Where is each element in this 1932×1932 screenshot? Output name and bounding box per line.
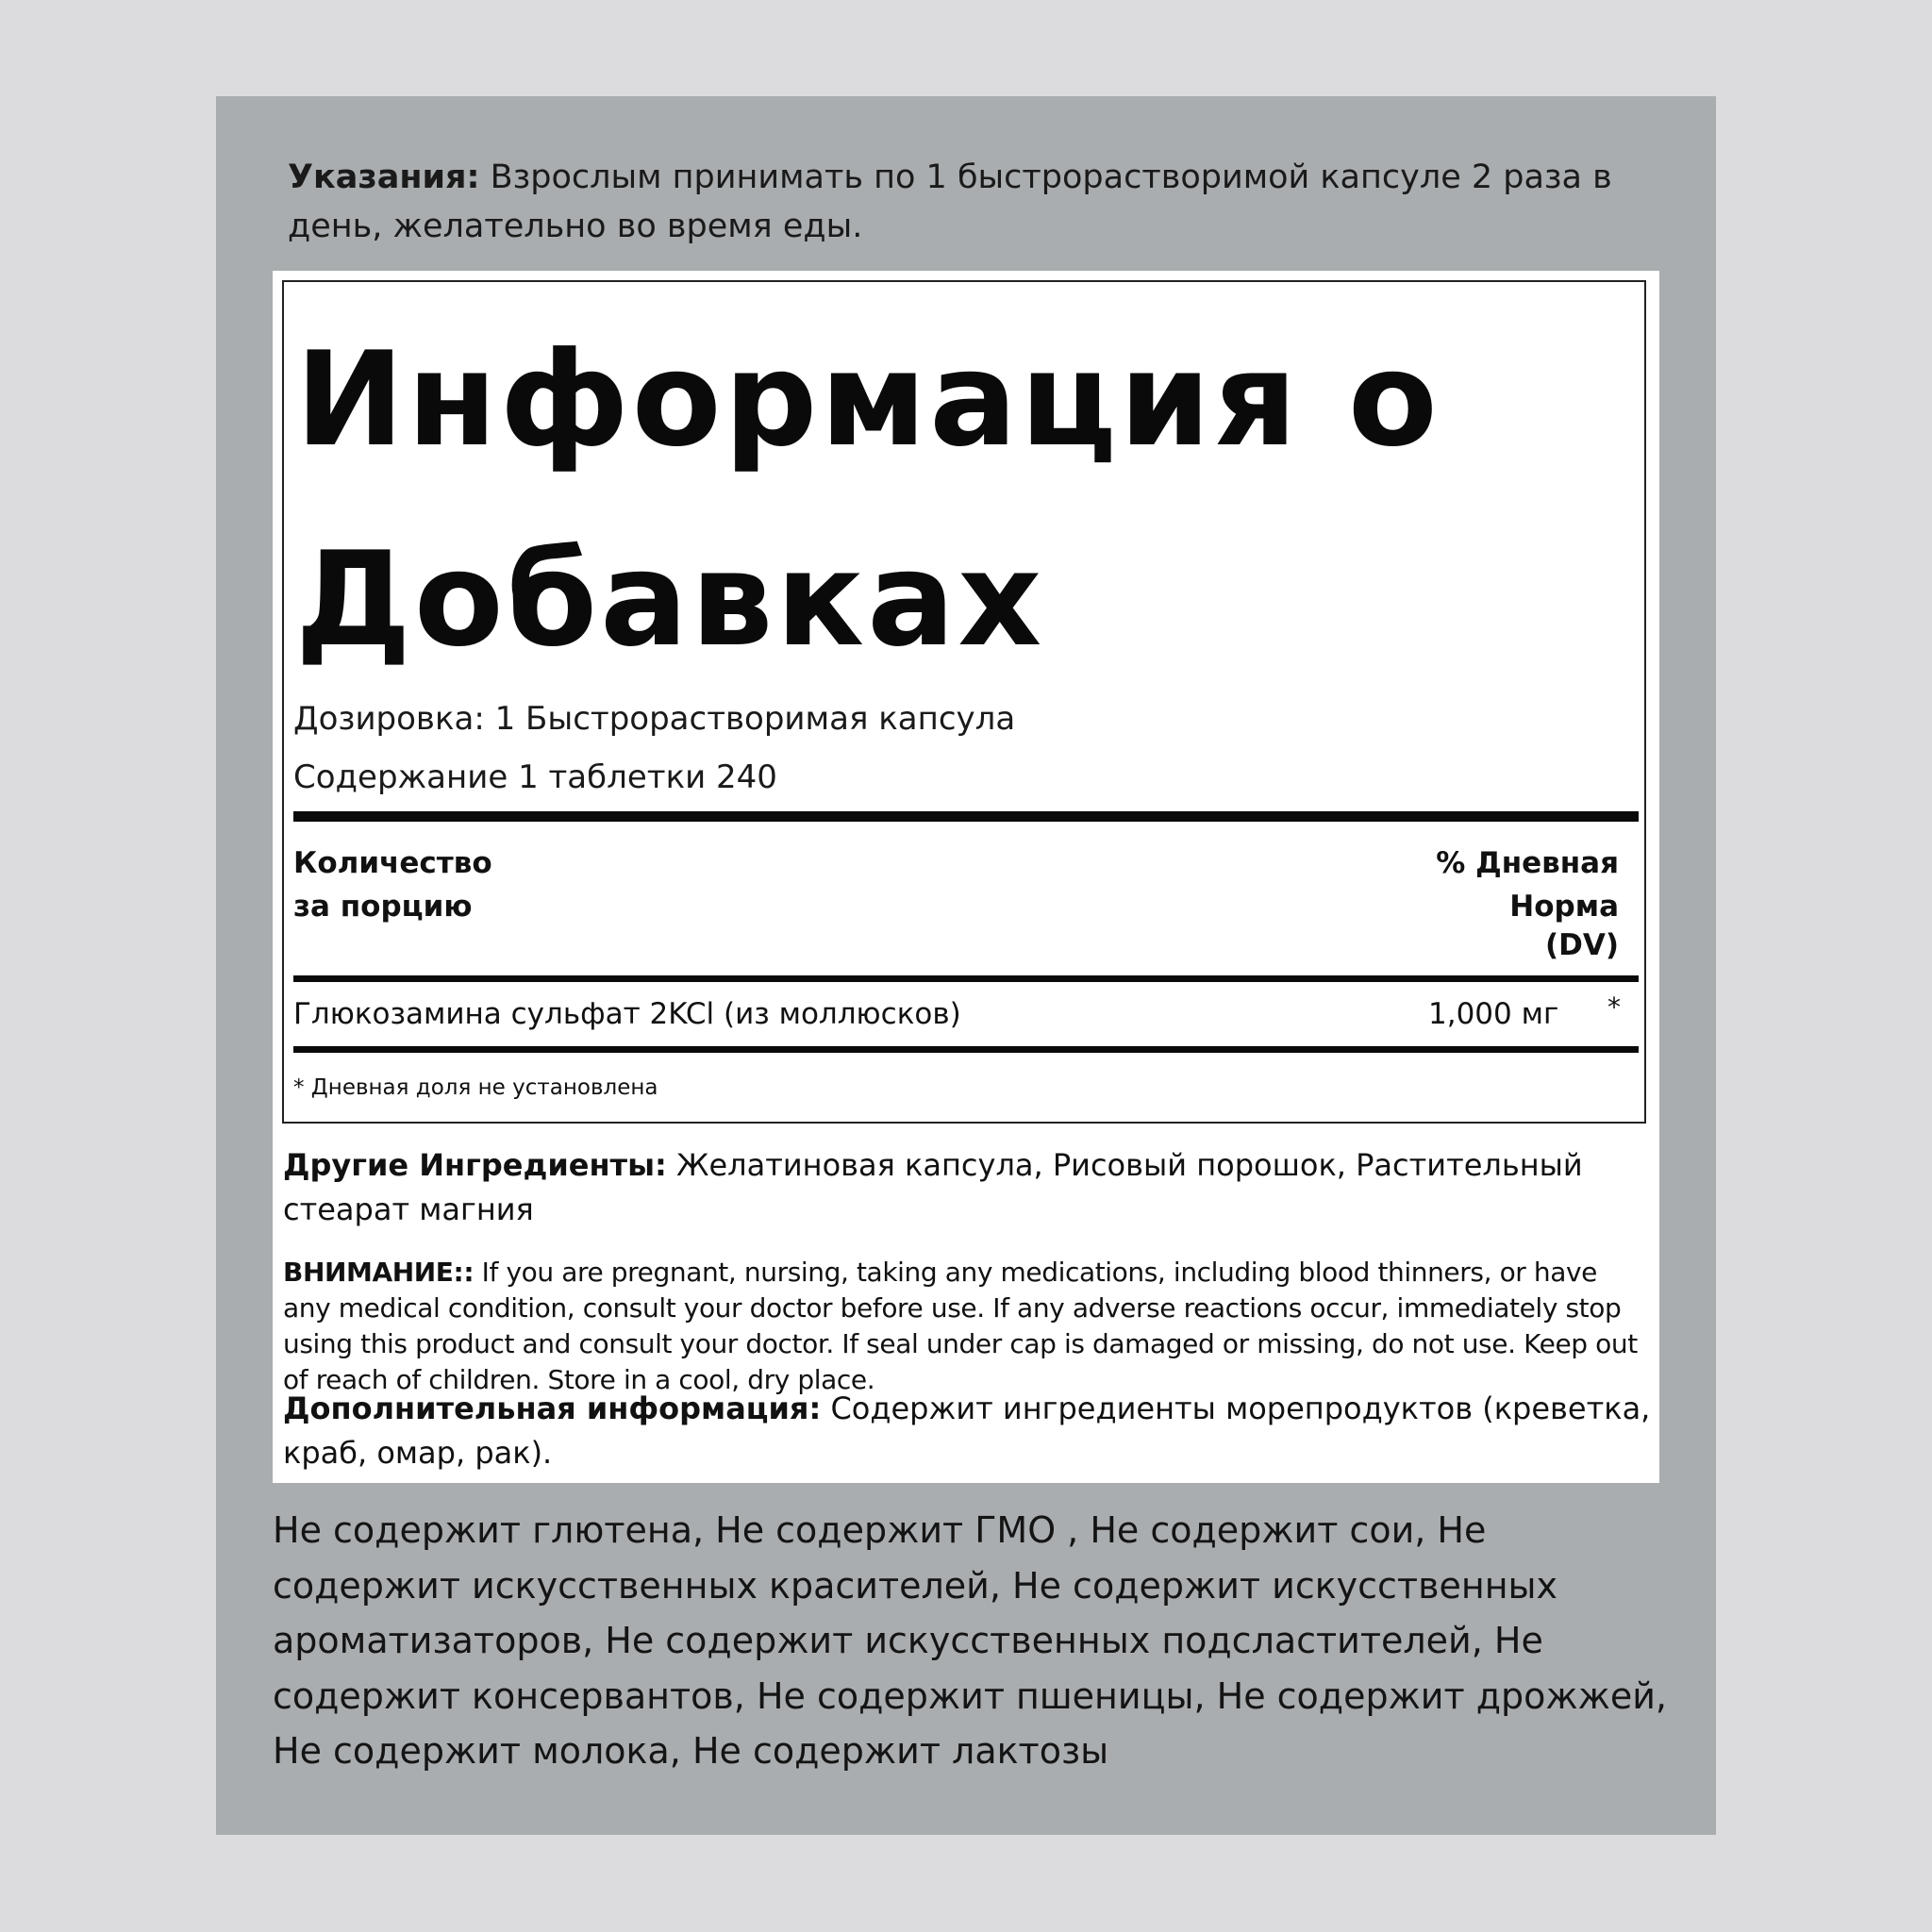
additional-info-text: Содержит ингредиенты морепродуктов (креветка, краб, омар, рак). xyxy=(283,1391,1651,1471)
daily-value-footnote: * Дневная доля не установлена xyxy=(293,1075,658,1100)
medium-divider xyxy=(293,975,1639,982)
amount-header-line2: за порцию xyxy=(293,890,473,924)
warning-label: ВНИМАНИЕ:: xyxy=(283,1257,475,1288)
supplement-facts-title: Информация о Добавках xyxy=(295,324,1441,675)
other-ingredients xyxy=(283,1143,1651,1232)
serving-size: Дозировка: 1 Быстрорастворимая капсула xyxy=(293,700,1016,738)
ingredient-amount: 1,000 мг xyxy=(1428,997,1559,1031)
other-ingredients-label: Другие Ингредиенты: xyxy=(283,1147,667,1183)
directions-label: Указания: xyxy=(288,158,480,196)
thick-divider xyxy=(293,811,1639,822)
additional-info-label: Дополнительная информация: xyxy=(283,1391,822,1426)
warning-body: If you are pregnant, nursing, taking any medications, including blood thinners, or have any medical condition, consult your doctor before use. If any adverse reactions occur, immediately stop using this product and consult your doctor. If seal under cap is damaged or missing, do not use. Keep out of reach of children. Store in a cool, dry place. xyxy=(283,1257,1638,1395)
daily-value-header xyxy=(1383,841,1619,962)
servings-per-container: Содержание 1 таблетки 240 xyxy=(293,758,777,796)
dv-header-line3: (DV) xyxy=(1544,928,1619,962)
dv-header-line1: % Дневная xyxy=(1436,846,1619,880)
ingredient-daily-value: * xyxy=(1607,991,1621,1023)
other-ingredients-text: Желатиновая капсула, Рисовый порошок, Растительный стеарат магния xyxy=(283,1147,1583,1227)
additional-info xyxy=(283,1387,1651,1475)
ingredient-name: Глюкозамина сульфат 2KCl (из моллюсков) xyxy=(293,997,961,1031)
directions-body: Взрослым принимать по 1 быстрорастворимой капсуле 2 раза в день, желательно во время еды. xyxy=(288,158,1612,245)
warning-text xyxy=(283,1255,1651,1398)
directions-text xyxy=(288,153,1665,251)
bottom-divider xyxy=(293,1046,1639,1053)
amount-header-line1: Количество xyxy=(293,846,492,880)
dv-header-line2: Норма xyxy=(1509,890,1619,924)
amount-per-serving-header xyxy=(293,841,576,928)
free-from-claims: Не содержит глютена, Не содержит ГМО , Не содержит сои, Не содержит искусственных красителей, Не содержит искусственных ароматизаторов, Не содержит искусственных подсластителей, Не содержит консервантов, Не содержит пшеницы, Не содержит дрожжей, Не содержит молока, Не содержит лактозы xyxy=(273,1509,1667,1772)
